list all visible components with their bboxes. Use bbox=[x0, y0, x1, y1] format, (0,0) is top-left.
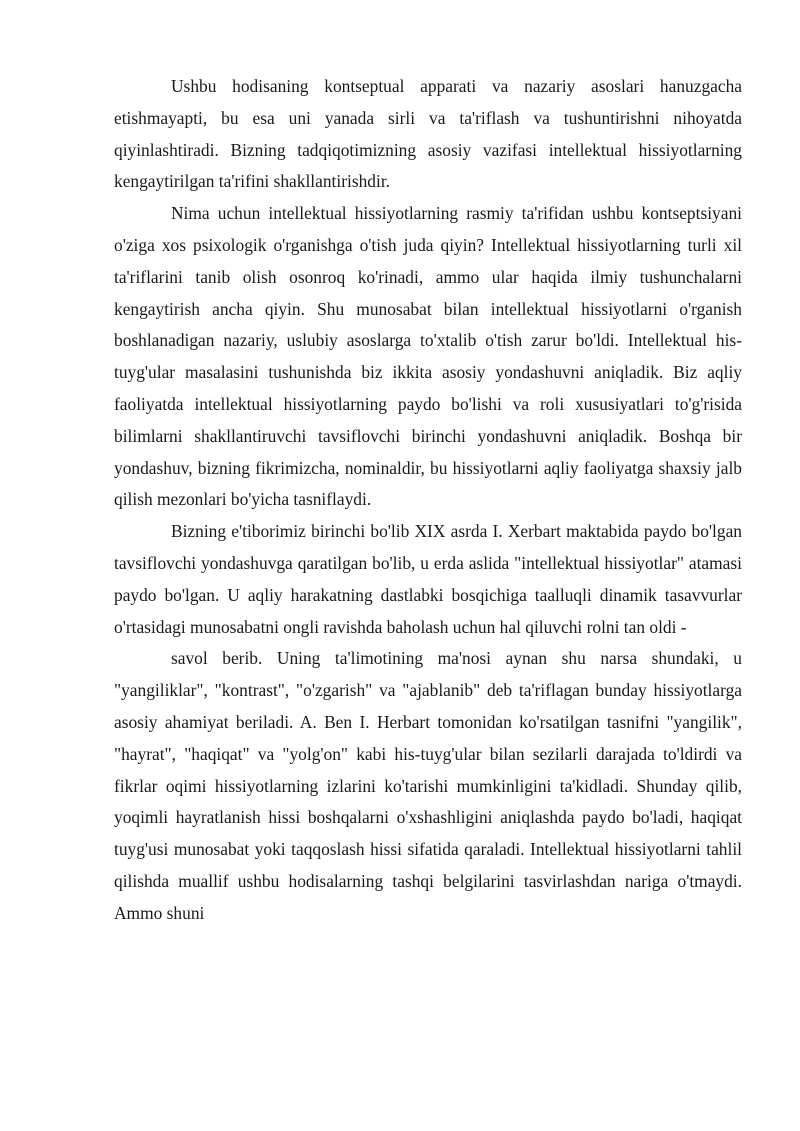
paragraph-2: Nima uchun intellektual hissiyotlarning rasmiy ta'rifidan ushbu kontseptsiyani o'ziga xos psixologik o'rganishga o'tish juda qiyin? Intellektual hissiyotlarning turli xil ta'riflarini tanib olish osonroq ko'rinadi, ammo ular haqida ilmiy tushunchalarni kengaytirish ancha qiyin. Shu munosabat bilan intellektual hissiyotlarni o'rganish boshlanadigan nazariy, uslubiy asoslarga to'xtalib o'tish zarur bo'ldi. Intellektual his-tuyg'ular masalasini tushunishda biz ikkita asosiy yondashuvni aniqladik. Biz aqliy faoliyatda intellektual hissiyotlarning paydo bo'lishi va roli xususiyatlari to'g'risida bilimlarni shakllantiruvchi tavsiflovchi birinchi yondashuvni aniqladik. Boshqa bir yondashuv, bizning fikrimizcha, nominaldir, bu hissiyotlarni aqliy faoliyatga shaxsiy jalb qilish mezonlari bo'yicha tasniflaydi. bbox=[114, 203, 742, 510]
paragraph-1: Ushbu hodisaning kontseptual apparati va nazariy asoslari hanuzgacha etishmayapti, bu esa uni yanada sirli va ta'riflash va tushuntirishni nihoyatda qiyinlashtiradi. Bizning tadqiqotimizning asosiy vazifasi intellektual hissiyotlarning kengaytirilgan ta'rifini shakllantirishdir. bbox=[114, 76, 742, 192]
paragraph-4: savol berib. Uning ta'limotining ma'nosi aynan shu narsa shundaki, u "yangiliklar", "kontrast", "o'zgarish" va "ajablanib" deb ta'riflagan bunday hissiyotlarga asosiy ahamiyat beriladi. A. Ben I. Herbart tomonidan ko'rsatilgan tasnifni "yangilik", "hayrat", "haqiqat" va "yolg'on" kabi his-tuyg'ular bilan sezilarli darajada to'ldirdi va fikrlar oqimi hissiyotlarning izlarini ko'tarishi mumkinligini ta'kidladi. Shunday qilib, yoqimli hayratlanish hissi boshqalarni o'xshashligini aniqlashda paydo bo'ladi, haqiqat tuyg'usi munosabat yoki taqqoslash hissi sifatida qaraladi. Intellektual hissiyotlarni tahlil qilishda muallif ushbu hodisalarning tashqi belgilarini tasvirlashdan nariga o'tmaydi. Ammo shuni bbox=[114, 648, 742, 923]
paragraph-3: Bizning e'tiborimiz birinchi bo'lib XIX asrda I. Xerbart maktabida paydo bo'lgan tavsiflovchi yondashuvga qaratilgan bo'lib, u erda aslida "intellektual hissiyotlar" atamasi paydo bo'lgan. U aqliy harakatning dastlabki bosqichiga taalluqli dinamik tasavvurlar o'rtasidagi munosabatni ongli ravishda baholash uchun hal qiluvchi rolni tan oldi - bbox=[114, 521, 742, 637]
document-page bbox=[114, 71, 742, 930]
